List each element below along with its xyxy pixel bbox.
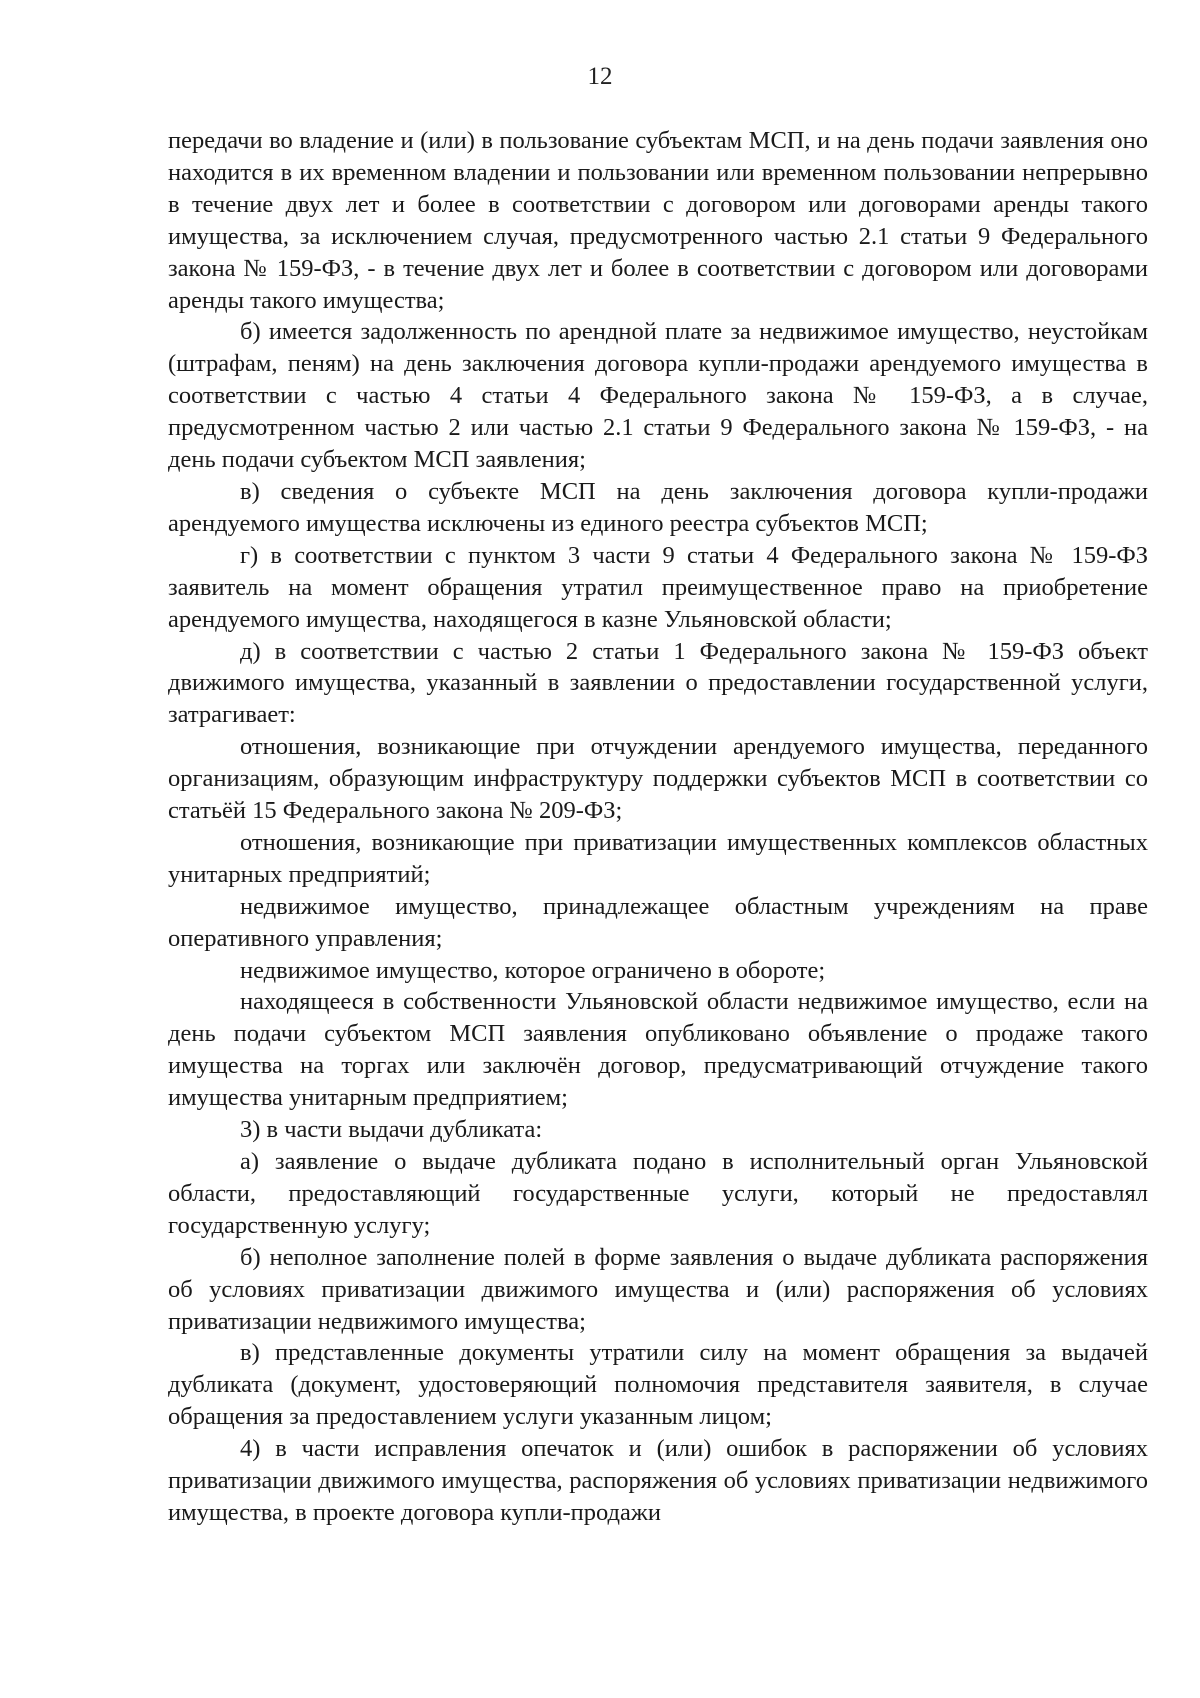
paragraph-10: находящееся в собственности Ульяновской области недвижимое имущество, если на день подачи субъектом МСП заявления опубликовано объявление о продаже такого имущества на торгах или заключён договор, предусматривающий отчуждение такого имущества унитарным предприятием; <box>168 988 1148 1112</box>
page-number: 12 <box>587 63 613 90</box>
paragraph-8: недвижимое имущество, принадлежащее областным учреждениям на праве оперативного управления; <box>168 892 1148 952</box>
paragraph-3: в) сведения о субъекте МСП на день заключения договора купли-продажи арендуемого имущества исключены из единого реестра субъектов МСП; <box>168 477 1148 537</box>
paragraph-2: б) имеется задолженность по арендной плате за недвижимое имущество, неустойкам (штрафам, пеням) на день заключения договора купли-продажи арендуемого имущества в соответствии с частью 4 статьи 4 Федерального закона № 159-ФЗ, а в случае, предусмотренном частью 2 или частью 2.1 статьи 9 Федерального закона № 159-ФЗ, - на день подачи субъектом МСП заявления; <box>168 318 1148 474</box>
paragraph-15: 4) в части исправления опечаток и (или) ошибок в распоряжении об условиях приватизации движимого имущества, распоряжения об условиях приватизации недвижимого имущества, в проекте договора купли-продажи <box>168 1435 1148 1526</box>
paragraph-13: б) неполное заполнение полей в форме заявления о выдаче дубликата распоряжения об условиях приватизации движимого имущества и (или) распоряжения об условиях приватизации недвижимого имущества; <box>168 1243 1148 1335</box>
paragraph-5: д) в соответствии с частью 2 статьи 1 Федерального закона № 159-ФЗ объект движимого имущества, указанный в заявлении о предоставлении государственной услуги, затрагивает: <box>168 637 1148 729</box>
paragraph-7: отношения, возникающие при приватизации имущественных комплексов областных унитарных предприятий; <box>168 828 1148 888</box>
paragraph-9: недвижимое имущество, которое ограничено в обороте; <box>240 956 826 984</box>
paragraph-6: отношения, возникающие при отчуждении арендуемого имущества, переданного организациям, образующим инфраструктуру поддержки субъектов МСП в соответствии со статьёй 15 Федерального закона № 209-ФЗ; <box>168 733 1148 825</box>
document-body <box>168 125 1148 1529</box>
paragraph-11: 3) в части выдачи дубликата: <box>240 1116 543 1144</box>
paragraph-4: г) в соответствии с пунктом 3 части 9 статьи 4 Федерального закона № 159-ФЗ заявитель на момент обращения утратил преимущественное право на приобретение арендуемого имущества, находящегося в казне Ульяновской области; <box>168 541 1148 633</box>
paragraph-1: передачи во владение и (или) в пользование субъектам МСП, и на день подачи заявления оно находится в их временном владении и пользовании или временном пользовании непрерывно в течение двух лет и более в соответствии с договором или договорами аренды такого имущества, за исключением случая, предусмотренного частью 2.1 статьи 9 Федерального закона № 159-ФЗ, - в течение двух лет и более в соответствии с договором или договорами аренды такого имущества; <box>168 127 1148 314</box>
paragraph-14: в) представленные документы утратили силу на момент обращения за выдачей дубликата (документ, удостоверяющий полномочия представителя заявителя, в случае обращения за предоставлением услуги указанным лицом; <box>168 1339 1148 1431</box>
paragraph-12: а) заявление о выдаче дубликата подано в исполнительный орган Ульяновской области, предоставляющий государственные услуги, который не предоставлял государственную услугу; <box>168 1148 1148 1239</box>
